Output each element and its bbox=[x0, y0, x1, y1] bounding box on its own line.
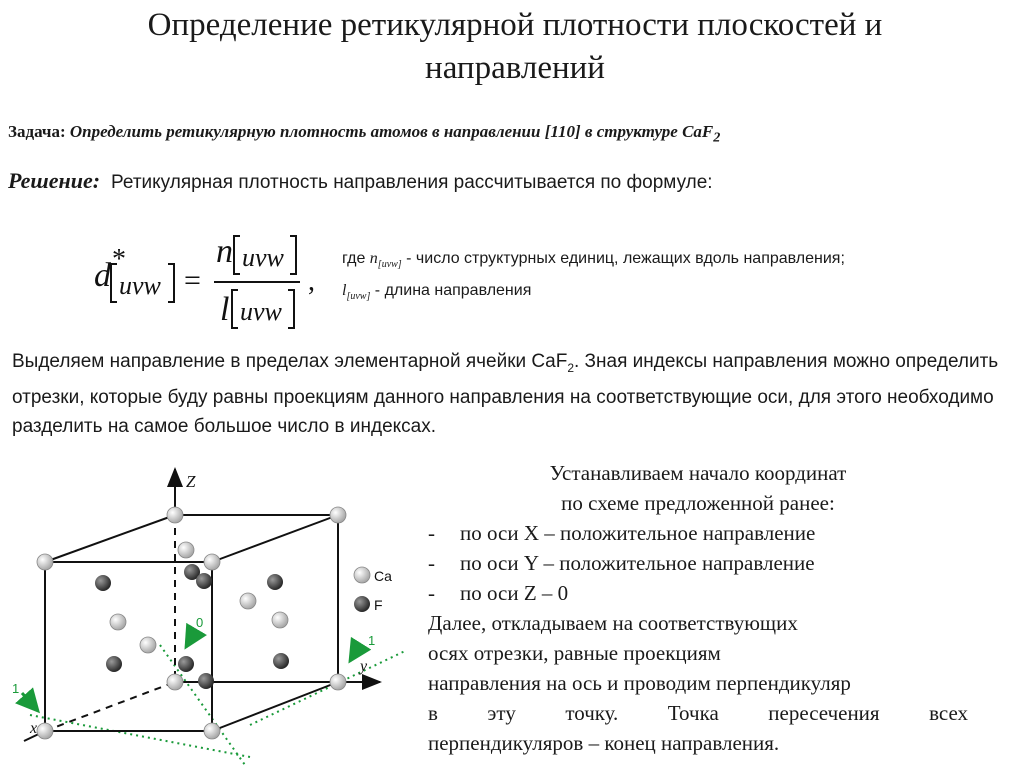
steps-dash: - bbox=[428, 551, 435, 575]
legend-n-subscript: [uvw] bbox=[377, 259, 402, 271]
mark-x-value: 1 bbox=[12, 681, 20, 696]
formula-den-index: uvw bbox=[240, 297, 282, 326]
steps-line-10: перпендикуляров – конец направления. bbox=[428, 731, 780, 755]
caf2-unit-cell-diagram bbox=[0, 465, 410, 767]
explanation-paragraph bbox=[12, 347, 1012, 441]
coordinate-axes bbox=[24, 469, 380, 741]
formula-legend bbox=[342, 246, 845, 310]
density-formula bbox=[90, 228, 330, 338]
steps-dash: - bbox=[428, 581, 435, 605]
legend-f-icon bbox=[354, 596, 370, 612]
mark-z-value: 0 bbox=[196, 615, 204, 630]
legend-line-n bbox=[342, 246, 845, 278]
steps-line-2: по схеме предложенной ранее: bbox=[561, 491, 835, 515]
perpendicular-lines bbox=[30, 645, 405, 765]
task-text: Определить ретикулярную плотность атомов в направлении [110] в структуре CaF bbox=[69, 122, 714, 141]
steps-line-7: осях отрезки, равные проекциям bbox=[428, 641, 721, 665]
task-label: Задача: bbox=[8, 122, 66, 141]
paragraph-part1: Выделяем направление в пределах элементарной ячейки CaF bbox=[12, 351, 568, 372]
solution-text: Ретикулярная плотность направления рассчитывается по формуле: bbox=[111, 172, 713, 193]
steps-line-9: в эту точку. Точка пересечения всех bbox=[428, 701, 968, 725]
solution-statement bbox=[8, 168, 713, 194]
legend-line-l bbox=[342, 278, 845, 310]
steps-item-y bbox=[428, 548, 968, 578]
paragraph-part2: . Зная индексы направления можно определить отрезки, которые буду равны проекциям данного направления на соответствующие оси, для этого необходимо разделить на самое большое число в индексах. bbox=[12, 351, 999, 437]
legend-ca-icon bbox=[354, 567, 370, 583]
legend-l-symbol: l bbox=[342, 282, 347, 300]
steps-item-text: по оси Y – положительное направление bbox=[460, 551, 815, 575]
formula-num-index: uvw bbox=[242, 243, 284, 272]
legend-prefix: где bbox=[342, 250, 370, 267]
steps-line-6: Далее, откладываем на соответствующих bbox=[428, 611, 798, 635]
ca-atoms bbox=[37, 507, 346, 739]
legend-ca-label: Ca bbox=[374, 568, 392, 584]
formula-lhs-index: uvw bbox=[119, 271, 161, 300]
steps-item-text: по оси Z – 0 bbox=[460, 581, 569, 605]
legend-l-text: - длина направления bbox=[370, 282, 532, 300]
axis-x-label: x bbox=[30, 720, 38, 737]
legend-f-label: F bbox=[374, 597, 383, 613]
legend-n-symbol: n bbox=[369, 250, 378, 267]
axis-y-label: y bbox=[360, 658, 368, 675]
page-title: Определение ретикулярной плотности плоскостей и направлений bbox=[147, 7, 883, 86]
steps-item-z bbox=[428, 578, 968, 608]
legend-l-subscript: [uvw] bbox=[346, 291, 371, 303]
steps-dash: - bbox=[428, 521, 435, 545]
formula-comma: , bbox=[308, 266, 315, 297]
formula-star: * bbox=[112, 244, 126, 275]
legend-n-text: - число структурных единиц, лежащих вдоль направления; bbox=[401, 250, 845, 267]
steps-item-x bbox=[428, 518, 968, 548]
formula-l: l bbox=[220, 291, 230, 328]
formula-n: n bbox=[216, 233, 233, 270]
task-statement bbox=[8, 122, 720, 146]
steps-item-text: по оси X – положительное направление bbox=[460, 521, 816, 545]
task-subscript: 2 bbox=[713, 129, 721, 146]
projection-arrows bbox=[22, 630, 360, 711]
mark-y-value: 1 bbox=[368, 633, 376, 648]
paragraph-subscript: 2 bbox=[567, 360, 574, 375]
axis-z-label: Z bbox=[186, 472, 196, 491]
steps-block bbox=[428, 458, 968, 758]
formula-equals: = bbox=[184, 264, 201, 297]
steps-line-8: направления на ось и проводим перпендикуляр bbox=[428, 671, 851, 695]
solution-label: Решение: bbox=[8, 168, 101, 193]
steps-line-1: Устанавливаем начало координат bbox=[549, 461, 847, 485]
formula-d: d bbox=[94, 257, 111, 294]
